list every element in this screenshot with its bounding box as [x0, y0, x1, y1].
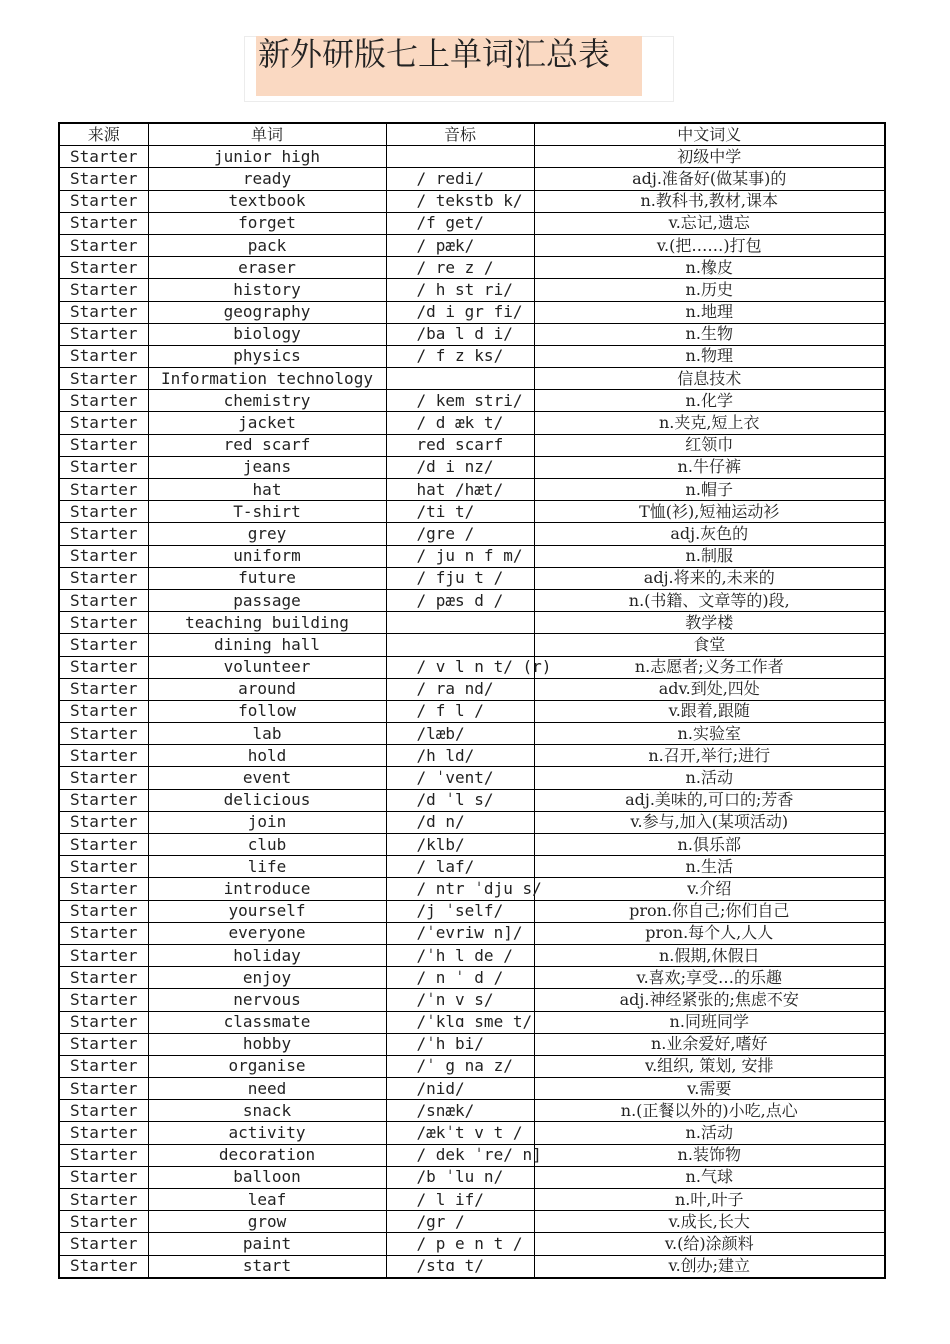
- cell-source: Starter: [59, 856, 148, 878]
- cell-meaning: n.俱乐部: [534, 834, 885, 856]
- cell-word: hold: [148, 745, 386, 767]
- cell-meaning: v.组织, 策划, 安排: [534, 1055, 885, 1077]
- cell-meaning: pron.每个人,人人: [534, 922, 885, 944]
- cell-source: Starter: [59, 878, 148, 900]
- cell-source: Starter: [59, 612, 148, 634]
- cell-word: uniform: [148, 545, 386, 567]
- table-row: [59, 1144, 885, 1166]
- cell-meaning: n.帽子: [534, 479, 885, 501]
- cell-phonetic: /ækˈt v t /: [386, 1122, 534, 1144]
- cell-meaning: adv.到处,四处: [534, 678, 885, 700]
- cell-word: life: [148, 856, 386, 878]
- table-row: [59, 1100, 885, 1122]
- cell-word: leaf: [148, 1189, 386, 1211]
- cell-meaning: v.忘记,遗忘: [534, 212, 885, 234]
- cell-word: future: [148, 567, 386, 589]
- cell-source: Starter: [59, 634, 148, 656]
- cell-meaning: v.介绍: [534, 878, 885, 900]
- cell-phonetic: / ju n f m/: [386, 545, 534, 567]
- cell-phonetic: / pæs d /: [386, 589, 534, 611]
- cell-word: passage: [148, 589, 386, 611]
- table-row: [59, 922, 885, 944]
- cell-phonetic: / p e n t /: [386, 1233, 534, 1255]
- cell-phonetic: / ra nd/: [386, 678, 534, 700]
- table-row: [59, 323, 885, 345]
- table-row: [59, 989, 885, 1011]
- cell-source: Starter: [59, 545, 148, 567]
- table-row: [59, 301, 885, 323]
- cell-source: Starter: [59, 1033, 148, 1055]
- cell-word: introduce: [148, 878, 386, 900]
- cell-meaning: n.制服: [534, 545, 885, 567]
- cell-word: everyone: [148, 922, 386, 944]
- table-row: [59, 900, 885, 922]
- cell-phonetic: /h ld/: [386, 745, 534, 767]
- header-phonetic: 音标: [386, 123, 534, 146]
- cell-phonetic: /ba l d i/: [386, 323, 534, 345]
- cell-source: Starter: [59, 479, 148, 501]
- cell-word: nervous: [148, 989, 386, 1011]
- cell-word: around: [148, 678, 386, 700]
- cell-meaning: n.同班同学: [534, 1011, 885, 1033]
- table-row: [59, 234, 885, 256]
- cell-meaning: v.参与,加入(某项活动): [534, 811, 885, 833]
- cell-source: Starter: [59, 279, 148, 301]
- cell-phonetic: / fju t /: [386, 567, 534, 589]
- cell-phonetic: / f z ks/: [386, 345, 534, 367]
- cell-meaning: T恤(衫),短袖运动衫: [534, 501, 885, 523]
- table-row: [59, 168, 885, 190]
- cell-phonetic: /snæk/: [386, 1100, 534, 1122]
- page-title: 新外研版七上单词汇总表: [256, 36, 642, 96]
- cell-meaning: v.创办;建立: [534, 1255, 885, 1278]
- table-row: [59, 1055, 885, 1077]
- cell-source: Starter: [59, 1055, 148, 1077]
- table-row: [59, 1033, 885, 1055]
- header-row: [59, 123, 885, 146]
- cell-source: Starter: [59, 900, 148, 922]
- cell-phonetic: /f get/: [386, 212, 534, 234]
- cell-word: paint: [148, 1233, 386, 1255]
- cell-phonetic: /ti t/: [386, 501, 534, 523]
- cell-source: Starter: [59, 390, 148, 412]
- table-row: [59, 589, 885, 611]
- cell-word: follow: [148, 700, 386, 722]
- cell-word: geography: [148, 301, 386, 323]
- cell-source: Starter: [59, 501, 148, 523]
- cell-meaning: 食堂: [534, 634, 885, 656]
- cell-phonetic: [386, 634, 534, 656]
- cell-phonetic: /klb/: [386, 834, 534, 856]
- cell-meaning: adj.神经紧张的;焦虑不安: [534, 989, 885, 1011]
- vocab-body: [59, 146, 885, 1278]
- cell-meaning: n.化学: [534, 390, 885, 412]
- cell-word: start: [148, 1255, 386, 1278]
- cell-word: balloon: [148, 1166, 386, 1188]
- table-row: [59, 789, 885, 811]
- table-row: [59, 368, 885, 390]
- cell-meaning: n.召开,举行;进行: [534, 745, 885, 767]
- cell-source: Starter: [59, 323, 148, 345]
- cell-word: textbook: [148, 190, 386, 212]
- cell-phonetic: / v l n t/ (r): [386, 656, 534, 678]
- cell-word: classmate: [148, 1011, 386, 1033]
- table-row: [59, 700, 885, 722]
- cell-source: Starter: [59, 811, 148, 833]
- table-row: [59, 1166, 885, 1188]
- cell-source: Starter: [59, 1255, 148, 1278]
- cell-meaning: n.(书籍、文章等的)段,: [534, 589, 885, 611]
- table-row: [59, 745, 885, 767]
- cell-word: grey: [148, 523, 386, 545]
- header-meaning: 中文词义: [534, 123, 885, 146]
- cell-meaning: n.橡皮: [534, 257, 885, 279]
- cell-source: Starter: [59, 190, 148, 212]
- cell-phonetic: /j ˈself/: [386, 900, 534, 922]
- cell-word: hobby: [148, 1033, 386, 1055]
- cell-phonetic: / l if/: [386, 1189, 534, 1211]
- cell-meaning: adj.准备好(做某事)的: [534, 168, 885, 190]
- cell-phonetic: /læb/: [386, 723, 534, 745]
- cell-word: activity: [148, 1122, 386, 1144]
- cell-meaning: n.活动: [534, 767, 885, 789]
- cell-word: grow: [148, 1211, 386, 1233]
- cell-phonetic: red scarf: [386, 434, 534, 456]
- cell-meaning: n.(正餐以外的)小吃,点心: [534, 1100, 885, 1122]
- cell-source: Starter: [59, 1189, 148, 1211]
- cell-word: decoration: [148, 1144, 386, 1166]
- cell-phonetic: /gr /: [386, 1211, 534, 1233]
- cell-meaning: pron.你自己;你们自己: [534, 900, 885, 922]
- cell-source: Starter: [59, 723, 148, 745]
- cell-meaning: adj.美味的,可口的;芳香: [534, 789, 885, 811]
- table-row: [59, 146, 885, 168]
- cell-source: Starter: [59, 523, 148, 545]
- cell-word: chemistry: [148, 390, 386, 412]
- cell-source: Starter: [59, 989, 148, 1011]
- table-row: [59, 1233, 885, 1255]
- cell-word: biology: [148, 323, 386, 345]
- cell-meaning: n.志愿者;义务工作者: [534, 656, 885, 678]
- cell-phonetic: [386, 612, 534, 634]
- cell-source: Starter: [59, 1011, 148, 1033]
- cell-meaning: n.生物: [534, 323, 885, 345]
- header-word: 单词: [148, 123, 386, 146]
- cell-phonetic: / laf/: [386, 856, 534, 878]
- table-row: [59, 944, 885, 966]
- cell-meaning: v.(把……)打包: [534, 234, 885, 256]
- cell-word: jacket: [148, 412, 386, 434]
- table-row: [59, 967, 885, 989]
- table-row: [59, 545, 885, 567]
- cell-phonetic: / re z /: [386, 257, 534, 279]
- cell-source: Starter: [59, 1144, 148, 1166]
- cell-source: Starter: [59, 234, 148, 256]
- cell-meaning: v.喜欢;享受…的乐趣: [534, 967, 885, 989]
- cell-word: yourself: [148, 900, 386, 922]
- cell-phonetic: /ˈh bi/: [386, 1033, 534, 1055]
- cell-phonetic: hat /hæt/: [386, 479, 534, 501]
- cell-meaning: v.需要: [534, 1078, 885, 1100]
- table-row: [59, 723, 885, 745]
- cell-source: Starter: [59, 678, 148, 700]
- table-row: [59, 834, 885, 856]
- cell-source: Starter: [59, 700, 148, 722]
- cell-meaning: n.夹克,短上衣: [534, 412, 885, 434]
- cell-phonetic: /gre /: [386, 523, 534, 545]
- cell-source: Starter: [59, 456, 148, 478]
- cell-meaning: n.历史: [534, 279, 885, 301]
- cell-word: dining hall: [148, 634, 386, 656]
- cell-source: Starter: [59, 1211, 148, 1233]
- cell-word: ready: [148, 168, 386, 190]
- table-row: [59, 1122, 885, 1144]
- cell-meaning: n.物理: [534, 345, 885, 367]
- cell-phonetic: [386, 368, 534, 390]
- table-row: [59, 1011, 885, 1033]
- table-row: [59, 856, 885, 878]
- cell-source: Starter: [59, 1100, 148, 1122]
- cell-meaning: n.气球: [534, 1166, 885, 1188]
- cell-source: Starter: [59, 589, 148, 611]
- cell-word: need: [148, 1078, 386, 1100]
- cell-phonetic: /b ˈlu n/: [386, 1166, 534, 1188]
- cell-word: eraser: [148, 257, 386, 279]
- cell-word: volunteer: [148, 656, 386, 678]
- table-row: [59, 345, 885, 367]
- cell-source: Starter: [59, 301, 148, 323]
- cell-word: physics: [148, 345, 386, 367]
- cell-word: club: [148, 834, 386, 856]
- table-row: [59, 390, 885, 412]
- cell-word: pack: [148, 234, 386, 256]
- table-row: [59, 412, 885, 434]
- header-source: 来源: [59, 123, 148, 146]
- table-row: [59, 434, 885, 456]
- cell-word: jeans: [148, 456, 386, 478]
- cell-meaning: 红领巾: [534, 434, 885, 456]
- cell-meaning: v.(给)涂颜料: [534, 1233, 885, 1255]
- cell-phonetic: /d i gr fi/: [386, 301, 534, 323]
- cell-source: Starter: [59, 922, 148, 944]
- cell-source: Starter: [59, 1233, 148, 1255]
- table-row: [59, 878, 885, 900]
- table-row: [59, 523, 885, 545]
- cell-meaning: n.教科书,教材,课本: [534, 190, 885, 212]
- cell-phonetic: / h st ri/: [386, 279, 534, 301]
- table-row: [59, 1078, 885, 1100]
- table-row: [59, 811, 885, 833]
- cell-meaning: adj.将来的,未来的: [534, 567, 885, 589]
- cell-word: history: [148, 279, 386, 301]
- cell-source: Starter: [59, 767, 148, 789]
- cell-source: Starter: [59, 1122, 148, 1144]
- cell-source: Starter: [59, 368, 148, 390]
- table-row: [59, 767, 885, 789]
- cell-word: snack: [148, 1100, 386, 1122]
- table-row: [59, 1255, 885, 1278]
- table-row: [59, 212, 885, 234]
- cell-meaning: n.牛仔裤: [534, 456, 885, 478]
- cell-phonetic: [386, 146, 534, 168]
- table-row: [59, 257, 885, 279]
- vocab-table: [58, 122, 886, 1279]
- cell-meaning: n.叶,叶子: [534, 1189, 885, 1211]
- table-row: [59, 1189, 885, 1211]
- cell-phonetic: /d i nz/: [386, 456, 534, 478]
- cell-phonetic: / ˈvent/: [386, 767, 534, 789]
- cell-meaning: n.装饰物: [534, 1144, 885, 1166]
- cell-source: Starter: [59, 146, 148, 168]
- table-row: [59, 612, 885, 634]
- cell-source: Starter: [59, 944, 148, 966]
- cell-word: holiday: [148, 944, 386, 966]
- cell-source: Starter: [59, 967, 148, 989]
- cell-source: Starter: [59, 1078, 148, 1100]
- cell-source: Starter: [59, 789, 148, 811]
- cell-source: Starter: [59, 834, 148, 856]
- cell-word: junior high: [148, 146, 386, 168]
- cell-meaning: adj.灰色的: [534, 523, 885, 545]
- cell-source: Starter: [59, 412, 148, 434]
- cell-word: lab: [148, 723, 386, 745]
- cell-phonetic: / n ˈ d /: [386, 967, 534, 989]
- cell-phonetic: /ˈ g na z/: [386, 1055, 534, 1077]
- cell-meaning: n.活动: [534, 1122, 885, 1144]
- table-row: [59, 190, 885, 212]
- cell-source: Starter: [59, 567, 148, 589]
- cell-word: event: [148, 767, 386, 789]
- cell-phonetic: / f l /: [386, 700, 534, 722]
- cell-word: enjoy: [148, 967, 386, 989]
- cell-meaning: n.业余爱好,嗜好: [534, 1033, 885, 1055]
- cell-meaning: v.跟着,跟随: [534, 700, 885, 722]
- cell-word: red scarf: [148, 434, 386, 456]
- cell-meaning: n.实验室: [534, 723, 885, 745]
- cell-phonetic: /stɑ t/: [386, 1255, 534, 1278]
- cell-phonetic: / pæk/: [386, 234, 534, 256]
- cell-meaning: n.地理: [534, 301, 885, 323]
- table-row: [59, 1211, 885, 1233]
- cell-word: teaching building: [148, 612, 386, 634]
- cell-meaning: n.生活: [534, 856, 885, 878]
- cell-meaning: 信息技术: [534, 368, 885, 390]
- cell-phonetic: /ˈh l de /: [386, 944, 534, 966]
- cell-meaning: n.假期,休假日: [534, 944, 885, 966]
- table-row: [59, 456, 885, 478]
- table-row: [59, 656, 885, 678]
- cell-meaning: v.成长,长大: [534, 1211, 885, 1233]
- table-row: [59, 501, 885, 523]
- cell-phonetic: /nid/: [386, 1078, 534, 1100]
- cell-source: Starter: [59, 345, 148, 367]
- cell-meaning: 教学楼: [534, 612, 885, 634]
- cell-phonetic: / d æk t/: [386, 412, 534, 434]
- table-row: [59, 279, 885, 301]
- cell-phonetic: / dek ˈre/ n]: [386, 1144, 534, 1166]
- cell-phonetic: /ˈevriw n]/: [386, 922, 534, 944]
- table-row: [59, 479, 885, 501]
- cell-phonetic: / ntr ˈdju s/: [386, 878, 534, 900]
- cell-source: Starter: [59, 257, 148, 279]
- cell-phonetic: / tekstb k/: [386, 190, 534, 212]
- cell-word: delicious: [148, 789, 386, 811]
- cell-source: Starter: [59, 656, 148, 678]
- cell-word: forget: [148, 212, 386, 234]
- cell-source: Starter: [59, 1166, 148, 1188]
- cell-source: Starter: [59, 212, 148, 234]
- cell-phonetic: /d ˈl s/: [386, 789, 534, 811]
- cell-source: Starter: [59, 434, 148, 456]
- cell-source: Starter: [59, 745, 148, 767]
- cell-word: Information technology: [148, 368, 386, 390]
- cell-word: join: [148, 811, 386, 833]
- cell-phonetic: /ˈn v s/: [386, 989, 534, 1011]
- cell-word: hat: [148, 479, 386, 501]
- cell-phonetic: / kem stri/: [386, 390, 534, 412]
- table-row: [59, 634, 885, 656]
- cell-source: Starter: [59, 168, 148, 190]
- cell-word: organise: [148, 1055, 386, 1077]
- table-row: [59, 567, 885, 589]
- cell-meaning: 初级中学: [534, 146, 885, 168]
- cell-phonetic: /d n/: [386, 811, 534, 833]
- cell-phonetic: / redi/: [386, 168, 534, 190]
- table-row: [59, 678, 885, 700]
- cell-phonetic: /ˈklɑ sme t/: [386, 1011, 534, 1033]
- cell-word: T-shirt: [148, 501, 386, 523]
